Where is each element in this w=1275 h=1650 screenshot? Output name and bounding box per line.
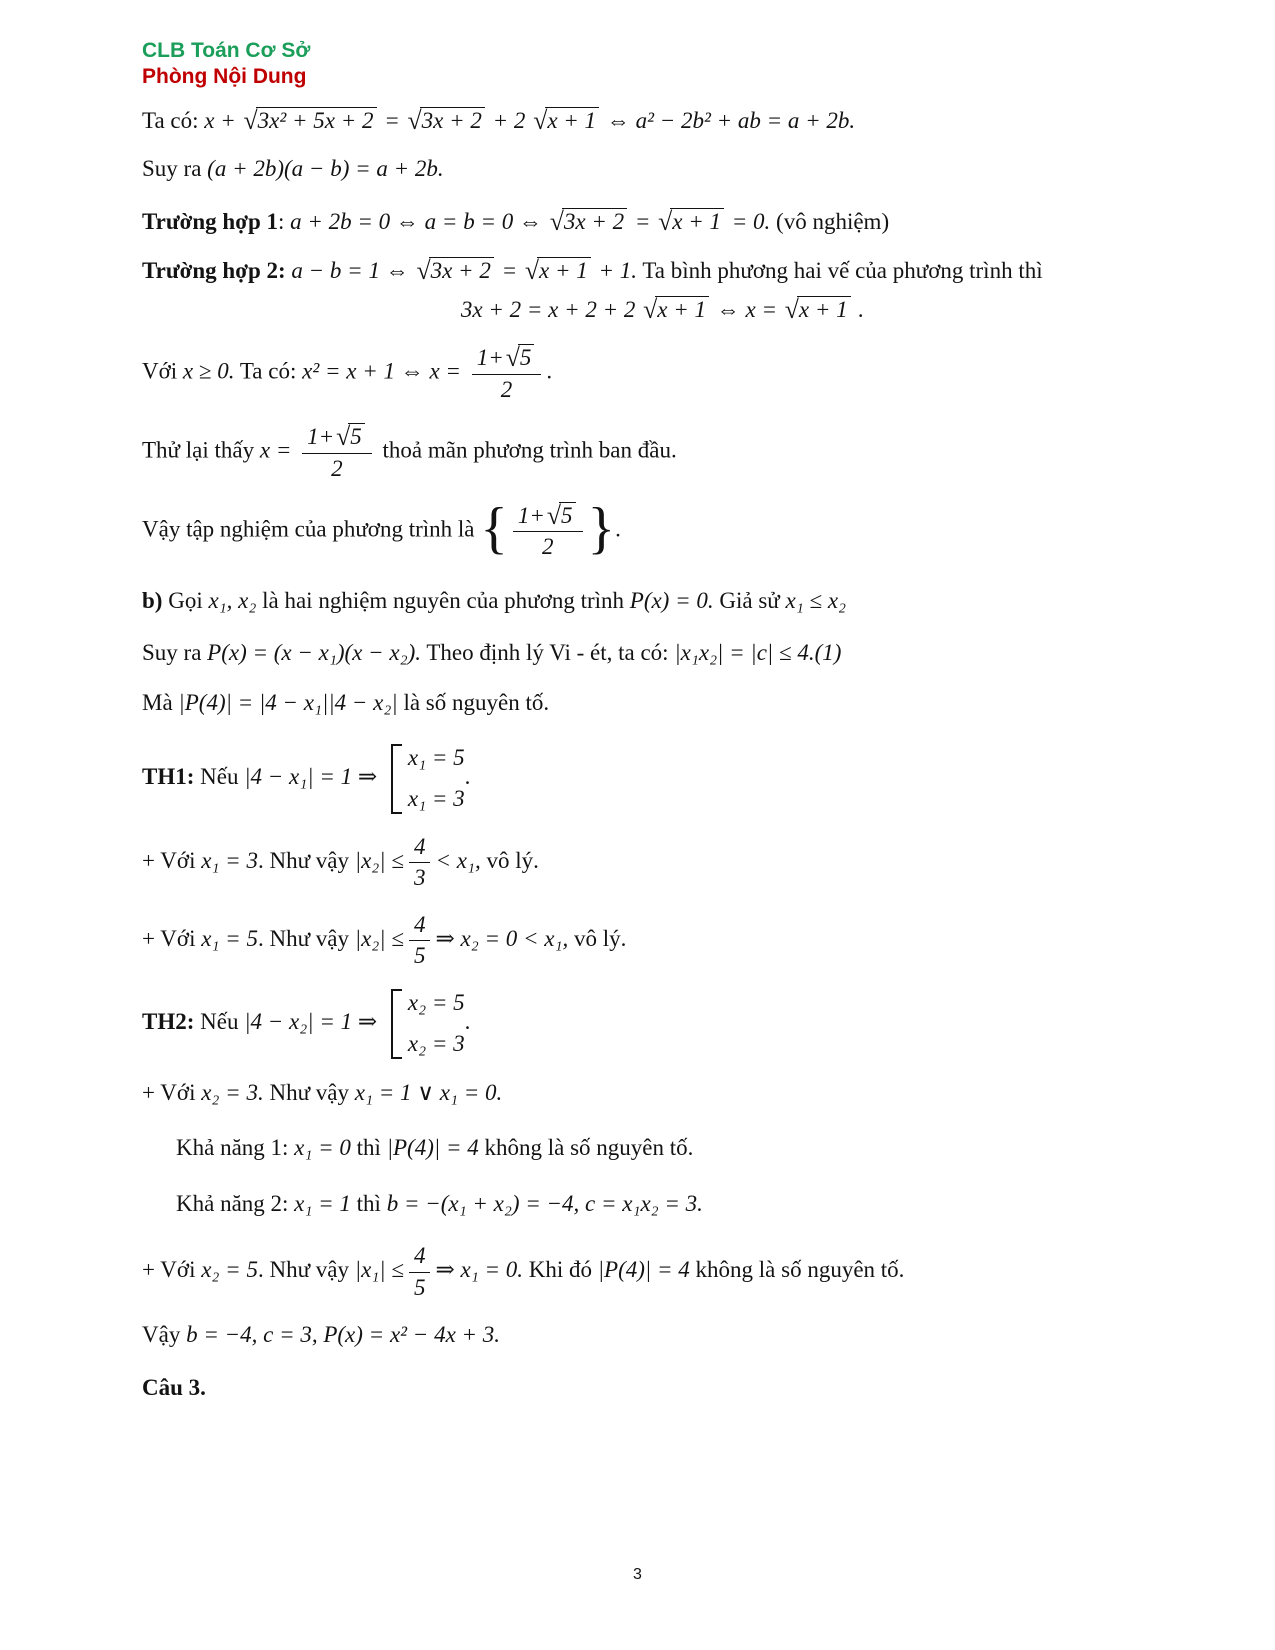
- case-row: x₁ = 5: [407, 745, 465, 771]
- text-run: Suy ra: [142, 156, 202, 182]
- sqrt-radical: [550, 208, 627, 237]
- line-thu-lai: [142, 423, 1183, 482]
- left-square-bracket: [391, 989, 402, 1059]
- page-footer: [0, 1566, 1275, 1584]
- case-row: x₂ = 3: [407, 1031, 465, 1057]
- text-run: Ta có:: [142, 107, 199, 133]
- department-title: Phòng Nội Dung: [142, 65, 307, 89]
- right-curly-brace: }: [587, 497, 616, 561]
- math-run: x ≥ 0.: [182, 358, 235, 384]
- math-run: ⇔ a² − 2b² + ab = a + 2b.: [606, 107, 856, 133]
- math-run: x₁ = 0: [294, 1134, 351, 1160]
- radicand: 3x + 2: [562, 208, 627, 235]
- sqrt-radical: [643, 296, 709, 325]
- math-run: .: [858, 296, 865, 322]
- line-suy-ra-1: [142, 155, 1183, 184]
- line-voi-x2-3: [142, 1079, 1183, 1108]
- line-ma-p4: [142, 689, 1183, 718]
- radicand: 3x + 2: [420, 107, 485, 134]
- sqrt-radical: [506, 344, 535, 371]
- text-run: vô lý.: [573, 925, 627, 951]
- question-label: Câu 3.: [142, 1374, 206, 1400]
- text-run: Ta có:: [239, 358, 297, 384]
- case-label: TH2:: [142, 1009, 195, 1035]
- line-voi-x1-3: [142, 834, 1183, 892]
- math-run: ⇔ x =: [716, 296, 777, 322]
- text-run: Khi đó: [528, 1257, 592, 1283]
- line-voi-x-ge-0: [142, 344, 1183, 403]
- part-label: b): [142, 587, 163, 613]
- line-suy-ra-2: [142, 639, 1183, 668]
- text-run: Như vậy: [269, 1079, 349, 1105]
- text-run: Mà: [142, 690, 173, 716]
- text-run: Nếu: [200, 764, 239, 790]
- case-label: Trường hợp 1: [142, 209, 278, 234]
- math-run: b = −(x₁ + x₂) = −4, c = x₁x₂ = 3.: [386, 1191, 703, 1217]
- radical-sign: √: [336, 422, 351, 452]
- sqrt-radical: [416, 257, 493, 286]
- math-run: |P(4)| = 4: [386, 1134, 479, 1160]
- math-run: a + 2b = 0 ⇔ a = b = 0 ⇔: [290, 209, 542, 234]
- math-run: x₂ = 3.: [201, 1079, 264, 1105]
- radical-sign: √: [407, 105, 422, 135]
- math-run: < x₁,: [435, 847, 481, 873]
- math-run: ⇒ x₂ = 0 < x₁,: [435, 925, 569, 951]
- math-run: 1+: [517, 503, 545, 528]
- text-run: .: [464, 1009, 471, 1035]
- fraction-numerator: [472, 344, 542, 374]
- text-run: .: [615, 516, 621, 542]
- cases-group: [391, 989, 465, 1059]
- math-run: x +: [204, 107, 236, 133]
- radicand: 5: [518, 344, 535, 371]
- math-run: |x₂| ≤: [354, 847, 404, 873]
- math-run: x₂ = 5: [201, 1257, 258, 1283]
- sqrt-radical: [336, 423, 365, 450]
- text-run: thì: [356, 1191, 381, 1217]
- club-title: CLB Toán Cơ Sở: [142, 39, 311, 62]
- text-run: .: [546, 358, 553, 384]
- text-run: + Với: [142, 1257, 196, 1283]
- radicand: x + 1: [545, 107, 599, 134]
- text-run: không là số nguyên tố.: [695, 1257, 905, 1283]
- fraction-numerator: 4: [409, 912, 431, 941]
- text-run: Ta bình phương hai vế của phương trình thì: [642, 257, 1043, 283]
- radicand: 3x² + 5x + 2: [256, 107, 377, 134]
- radicand: 3x + 2: [429, 257, 494, 284]
- text-run: Thử lại thấy: [142, 437, 255, 463]
- radicand: x + 1: [797, 296, 851, 323]
- radical-sign: √: [549, 207, 564, 236]
- math-run: |x₂| ≤: [354, 925, 404, 951]
- math-run: 1+: [476, 345, 504, 371]
- math-run: |P(4)| = |4 − x₁||4 − x₂|: [178, 690, 398, 716]
- math-run: a − b = 1 ⇔: [291, 257, 409, 283]
- sqrt-radical: [547, 502, 576, 529]
- fraction: [302, 423, 372, 482]
- math-run: =: [634, 209, 651, 234]
- math-run: P(x) = 0.: [629, 587, 714, 613]
- text-run: . Như vậy: [257, 847, 349, 873]
- fraction-denominator: 2: [541, 534, 554, 560]
- fraction: [409, 834, 431, 892]
- line-voi-x2-5: [142, 1243, 1183, 1301]
- fraction-denominator: 2: [331, 455, 343, 481]
- text-run: là số nguyên tố.: [403, 690, 550, 716]
- math-run: P(x) = (x − x₁)(x − x₂).: [207, 639, 422, 665]
- math-run: =: [501, 257, 518, 283]
- text-run: Nếu: [200, 1009, 239, 1035]
- math-run: |x₁| ≤: [354, 1257, 404, 1283]
- radicand: x + 1: [537, 257, 591, 284]
- case-row: x₂ = 5: [407, 990, 465, 1016]
- math-run: + 1.: [598, 257, 638, 283]
- line-voi-x1-5: [142, 912, 1183, 970]
- line-centered-equation: [142, 296, 1183, 325]
- radical-sign: √: [546, 501, 562, 530]
- fraction-denominator: 5: [413, 1274, 426, 1300]
- line-truong-hop-2: [142, 257, 1183, 286]
- text-run: thì: [356, 1134, 381, 1160]
- math-run: 3x + 2 = x + 2 + 2: [460, 296, 636, 322]
- sqrt-radical: [525, 257, 591, 286]
- fraction: [472, 344, 542, 403]
- line-ta-co: [142, 107, 1183, 136]
- line-truong-hop-1: [142, 208, 1183, 237]
- radical-sign: √: [243, 105, 258, 135]
- radical-sign: √: [524, 255, 539, 285]
- text-run: + Với: [142, 1079, 196, 1105]
- text-run: Khả năng 2:: [176, 1191, 289, 1217]
- line-th1: [142, 744, 1183, 814]
- radicand: x + 1: [655, 296, 709, 323]
- math-run: x₁, x₂: [208, 587, 257, 613]
- math-run: |x₁x₂| = |c| ≤ 4.(1): [674, 639, 842, 665]
- radicand: 5: [348, 423, 365, 450]
- radical-sign: √: [416, 255, 431, 285]
- math-run: |4 − x₂| = 1 ⇒: [244, 1009, 378, 1035]
- cases-group: [391, 744, 465, 814]
- line-kha-nang-2: [176, 1190, 1183, 1219]
- case-row: x₁ = 3: [407, 785, 465, 811]
- sqrt-radical: [658, 208, 724, 237]
- text-run: Vậy tập nghiệm của phương trình là: [142, 516, 475, 542]
- line-cau-3: [142, 1374, 1183, 1403]
- text-run: Giả sử: [719, 587, 780, 613]
- fraction-denominator: 3: [413, 865, 426, 891]
- text-run: + Với: [142, 847, 196, 873]
- fraction-denominator: 5: [413, 942, 426, 968]
- math-run: (a + 2b)(a − b) = a + 2b.: [207, 156, 444, 182]
- math-run: x₁ = 1: [294, 1191, 351, 1217]
- text-run: . Như vậy: [257, 1257, 349, 1283]
- fraction-denominator: 2: [500, 376, 513, 402]
- sqrt-radical: [533, 107, 599, 136]
- radical-sign: √: [533, 105, 548, 135]
- radical-sign: √: [505, 343, 520, 373]
- left-curly-brace: {: [480, 497, 508, 561]
- text-run: Vậy: [142, 1322, 181, 1347]
- math-run: |P(4)| = 4: [597, 1257, 690, 1283]
- math-run: =: [384, 107, 400, 133]
- text-run: .: [464, 764, 471, 790]
- radical-sign: √: [784, 294, 799, 324]
- page-number: 3: [633, 1566, 642, 1583]
- sqrt-radical: [408, 107, 485, 136]
- case-label: TH1:: [142, 764, 195, 790]
- text-run: Gọi: [168, 587, 203, 613]
- text-run: Với: [142, 358, 178, 384]
- document-header: [0, 0, 1275, 91]
- left-square-bracket: [391, 744, 402, 814]
- text-run: . Như vậy: [257, 925, 349, 951]
- text-run: Khả năng 1:: [176, 1134, 289, 1160]
- solution-body: [0, 91, 1275, 1403]
- math-run: x =: [259, 437, 292, 463]
- case-label: Trường hợp 2:: [142, 257, 286, 283]
- fraction: [513, 502, 583, 561]
- text-run: thoả mãn phương trình ban đầu.: [382, 437, 677, 463]
- text-run: vô lý.: [486, 847, 539, 873]
- math-run: x₁ ≤ x₂: [785, 587, 847, 613]
- math-run: x₁ = 3: [201, 847, 258, 873]
- text-run: + Với: [142, 925, 196, 951]
- text-run: không là số nguyên tố.: [484, 1134, 694, 1160]
- cases-rows: [408, 744, 465, 814]
- math-run: 1+: [307, 424, 335, 450]
- text-run: :: [278, 209, 285, 234]
- fraction-numerator: 4: [409, 834, 431, 863]
- cases-rows: [408, 989, 465, 1059]
- line-th2: [142, 989, 1183, 1059]
- radical-sign: √: [643, 294, 658, 324]
- math-run: x₁ = 5: [201, 925, 258, 951]
- math-run: = 0.: [731, 209, 771, 234]
- math-run: + 2: [492, 107, 526, 133]
- math-run: x₁ = 1 ∨ x₁ = 0.: [354, 1079, 503, 1105]
- text-run: Theo định lý Vi - ét, ta có:: [426, 639, 669, 665]
- line-kha-nang-1: [176, 1134, 1183, 1163]
- fraction: [409, 912, 431, 970]
- fraction: [409, 1243, 431, 1301]
- line-vay-tap-nghiem: [142, 497, 1183, 561]
- math-run: ⇒ x₁ = 0.: [435, 1257, 523, 1283]
- sqrt-radical: [244, 107, 377, 136]
- line-vay-ket-luan: [142, 1321, 1183, 1350]
- math-run: x² = x + 1 ⇔ x =: [302, 358, 461, 384]
- text-run: (vô nghiệm): [776, 209, 890, 234]
- line-part-b: [142, 587, 1183, 616]
- text-run: là hai nghiệm nguyên của phương trình: [262, 587, 625, 613]
- math-run: |4 − x₁| = 1 ⇒: [244, 764, 378, 790]
- radicand: x + 1: [670, 208, 724, 235]
- fraction-numerator: [302, 423, 372, 453]
- math-run: b = −4, c = 3, P(x) = x² − 4x + 3.: [186, 1322, 501, 1347]
- radicand: 5: [559, 502, 576, 529]
- radical-sign: √: [658, 207, 673, 236]
- sqrt-radical: [785, 296, 851, 325]
- fraction-numerator: 4: [409, 1243, 431, 1272]
- text-run: Suy ra: [142, 639, 202, 665]
- fraction-numerator: [513, 502, 583, 532]
